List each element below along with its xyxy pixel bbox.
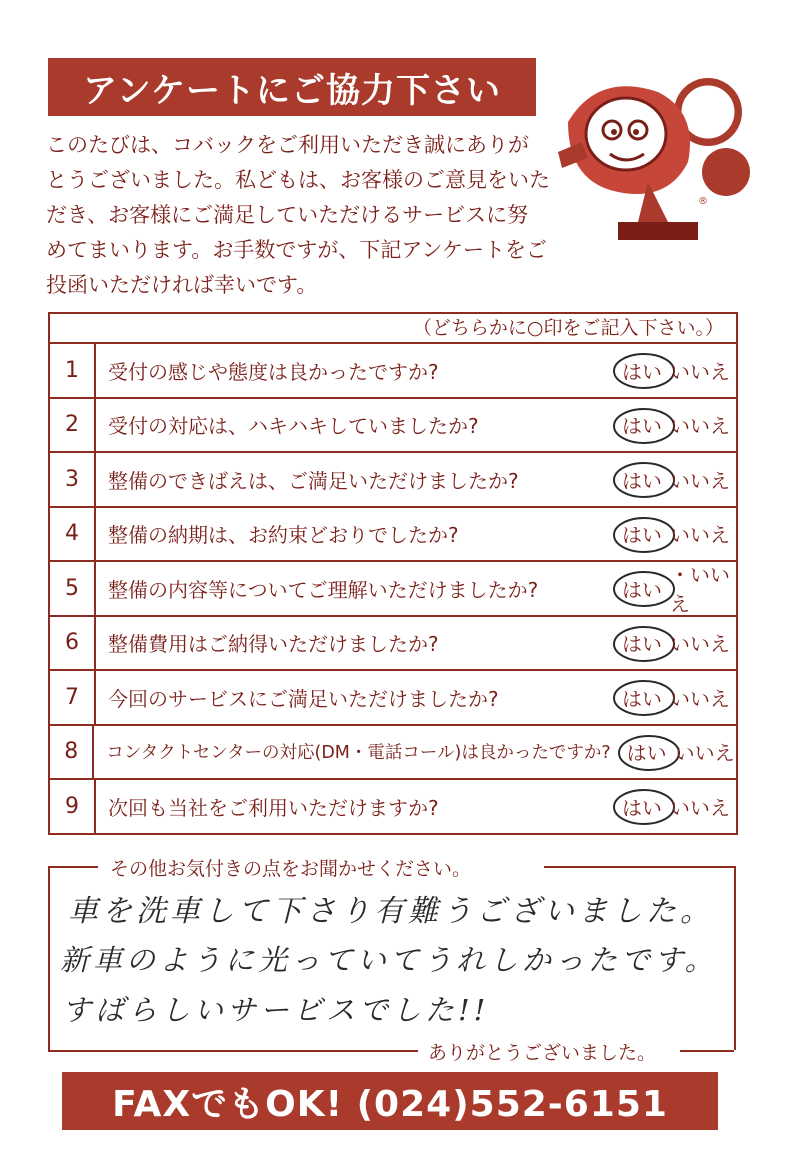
divider — [544, 866, 734, 868]
survey-table — [48, 312, 738, 835]
answer-choice[interactable] — [606, 344, 736, 397]
question-number: 2 — [50, 399, 96, 452]
question-text: 整備のできばえは、ご満足いただけましたか? — [108, 468, 519, 493]
answer-no[interactable]: いいえ — [670, 632, 730, 657]
question-number: 4 — [50, 508, 96, 561]
question-number: 3 — [50, 453, 96, 506]
question-number: 6 — [50, 617, 96, 670]
answer-yes[interactable]: はい — [622, 414, 662, 439]
intro-line: このたびは、コバックをご利用いただき誠にありが — [46, 133, 529, 157]
question-text: 受付の感じや態度は良かったですか? — [108, 359, 439, 384]
question-number: 8 — [50, 726, 94, 779]
answer-choice[interactable] — [606, 780, 736, 833]
answer-no[interactable]: いいえ — [670, 795, 730, 820]
table-row — [50, 617, 736, 672]
answer-no[interactable]: いいえ — [674, 741, 735, 766]
divider — [48, 866, 98, 868]
intro-line: 投函いただければ幸いです。 — [46, 273, 318, 297]
answer-no[interactable]: いいえ — [670, 359, 730, 384]
divider — [48, 1050, 418, 1052]
answer-choice[interactable] — [606, 617, 736, 670]
answer-choice[interactable] — [606, 562, 736, 615]
handwritten-comment-line: 車を洗車して下さり有難うございました。 — [68, 894, 714, 929]
handwritten-comment-line: すばらしいサービスでした!! — [62, 993, 490, 1027]
answer-yes[interactable]: はい — [622, 577, 662, 602]
comments-prompt: その他お気付きの点をお聞かせください。 — [110, 858, 472, 880]
answer-yes[interactable]: はい — [622, 523, 662, 548]
intro-line: だき、お客様にご満足していただけるサービスに努 — [46, 203, 529, 227]
answer-no[interactable]: いいえ — [670, 686, 730, 711]
question-number: 5 — [50, 562, 96, 615]
table-row — [50, 344, 736, 399]
table-row — [50, 399, 736, 454]
answer-no[interactable]: いいえ — [670, 468, 730, 493]
mascot-character-icon — [548, 72, 768, 252]
question-number: 9 — [50, 780, 96, 833]
answer-yes[interactable]: はい — [622, 359, 662, 384]
answer-choice[interactable] — [606, 399, 736, 452]
intro-line: めてまいります。お手数ですが、下記アンケートをご — [46, 238, 548, 262]
answer-choice[interactable] — [606, 453, 736, 506]
question-text: 今回のサービスにご満足いただけましたか? — [108, 686, 499, 711]
answer-no[interactable]: いいえ — [670, 523, 730, 548]
answer-choice[interactable] — [606, 508, 736, 561]
question-text: 整備の内容等についてご理解いただけましたか? — [108, 577, 539, 602]
table-row — [50, 726, 736, 781]
question-text: コンタクトセンターの対応(DM・電話コール)は良かったですか? — [106, 743, 611, 764]
question-text: 受付の対応は、ハキハキしていましたか? — [108, 414, 479, 439]
answer-yes[interactable]: はい — [622, 632, 662, 657]
survey-instruction: （どちらかに○印をご記入下さい。） — [50, 314, 736, 344]
survey-title: アンケートにご協力下さい — [48, 58, 536, 116]
question-number: 7 — [50, 671, 96, 724]
answer-choice[interactable] — [606, 671, 736, 724]
table-row — [50, 508, 736, 563]
table-row — [50, 562, 736, 617]
answer-yes[interactable]: はい — [622, 686, 662, 711]
divider — [680, 1050, 734, 1052]
table-row — [50, 453, 736, 508]
question-text: 整備の納期は、お約束どおりでしたか? — [108, 523, 459, 548]
answer-no[interactable]: いいえ — [670, 414, 730, 439]
comments-box[interactable] — [48, 858, 734, 1064]
answer-yes[interactable]: はい — [622, 795, 662, 820]
closing-text: ありがとうございました。 — [428, 1042, 657, 1064]
answer-yes[interactable]: はい — [626, 741, 667, 766]
table-row — [50, 780, 736, 833]
intro-text — [46, 128, 550, 303]
answer-no[interactable]: ・いいえ — [670, 563, 730, 617]
intro-line: とうございました。私どもは、お客様のご意見をいた — [46, 168, 550, 192]
answer-yes[interactable]: はい — [622, 468, 662, 493]
fax-banner: FAXでもOK! (024)552-6151 — [62, 1072, 718, 1130]
question-text: 整備費用はご納得いただけましたか? — [108, 632, 439, 657]
table-row — [50, 671, 736, 726]
registered-mark: ® — [698, 196, 708, 207]
question-number: 1 — [50, 344, 96, 397]
question-text: 次回も当社をご利用いただけますか? — [108, 795, 439, 820]
answer-choice[interactable] — [611, 726, 736, 779]
handwritten-comment-line: 新車のように光っていてうれしかったです。 — [60, 943, 718, 977]
